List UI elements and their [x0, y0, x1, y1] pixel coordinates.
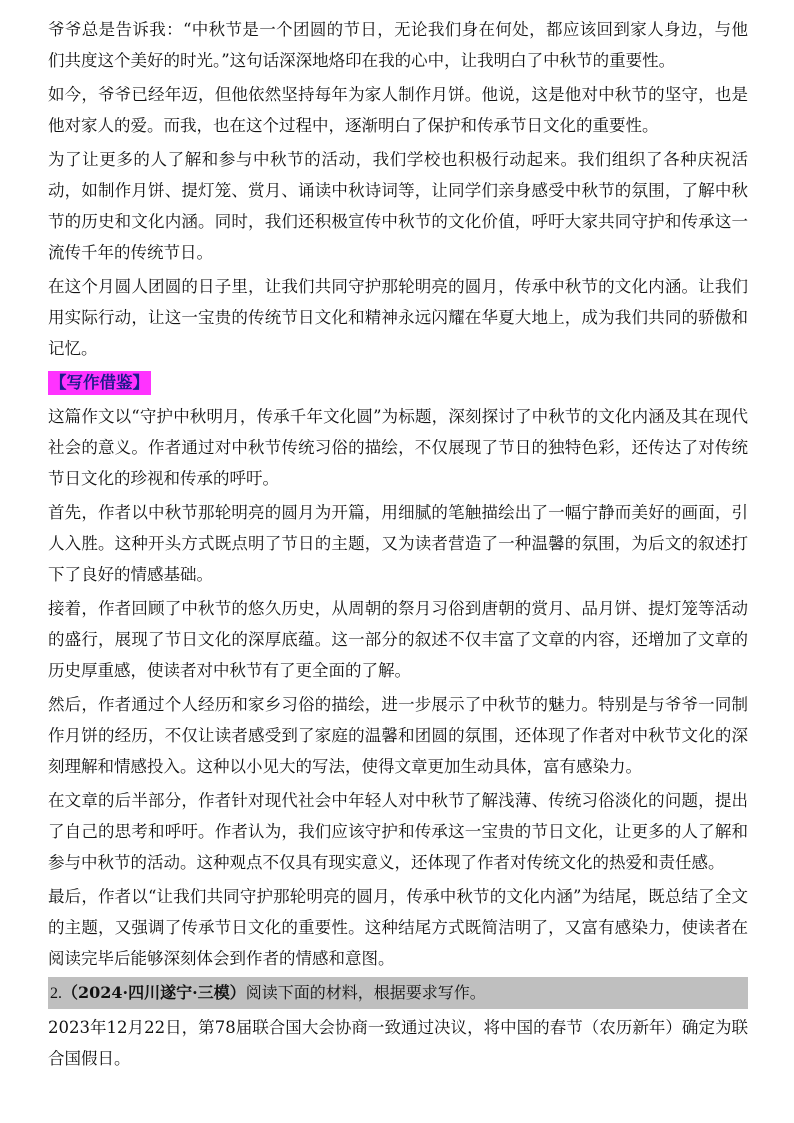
writing-reference-tag: 【写作借鉴】: [48, 371, 151, 395]
question-header: [48, 977, 748, 1009]
question-prompt: 阅读下面的材料，根据要求写作。: [245, 983, 486, 1002]
section-heading: [48, 367, 748, 398]
essay-paragraph: 如今，爷爷已经年迈，但他依然坚持每年为家人制作月饼。他说，这是他对中秋节的坚守，也是他对家人的爱。而我，也在这个过程中，逐渐明白了保护和传承节日文化的重要性。: [48, 85, 748, 135]
review-paragraph: 在文章的后半部分，作者针对现代社会中年轻人对中秋节了解浅薄、传统习俗淡化的问题，提出了自己的思考和呼吁。作者认为，我们应该守护和传承这一宝贵的节日文化，让更多的人了解和参与中秋节的活动。这种观点不仅具有现实意义，还体现了作者对传统文化的热爱和责任感。: [48, 791, 748, 872]
review-paragraph: 首先，作者以中秋节那轮明亮的圆月为开篇，用细腻的笔触描绘出了一幅宁静而美好的画面，引人入胜。这种开头方式既点明了节日的主题，又为读者营造了一种温馨的氛围，为后文的叙述打下了良好的情感基础。: [48, 503, 748, 584]
question-number: 2.: [50, 985, 62, 1002]
essay-paragraph: 在这个月圆人团圆的日子里，让我们共同守护那轮明亮的圆月，传承中秋节的文化内涵。让我们用实际行动，让这一宝贵的传统节日文化和精神永远闪耀在华夏大地上，成为我们共同的骄傲和记忆。: [48, 277, 748, 358]
material-paragraph: 2023年12月22日，第78届联合国大会协商一致通过决议，将中国的春节（农历新年）确定为联合国假日。: [48, 1018, 748, 1068]
document-page: [48, 14, 748, 1077]
review-paragraph: 然后，作者通过个人经历和家乡习俗的描绘，进一步展示了中秋节的魅力。特别是与爷爷一同制作月饼的经历，不仅让读者感受到了家庭的温馨和团圆的氛围，还体现了作者对中秋节文化的深刻理解和情感投入。这种以小见大的写法，使得文章更加生动具体，富有感染力。: [48, 695, 748, 776]
essay-paragraph: 为了让更多的人了解和参与中秋节的活动，我们学校也积极行动起来。我们组织了各种庆祝活动，如制作月饼、提灯笼、赏月、诵读中秋诗词等，让同学们亲身感受中秋节的氛围，了解中秋节的历史和文化内涵。同时，我们还积极宣传中秋节的文化价值，呼吁大家共同守护和传承这一流传千年的传统节日。: [48, 150, 748, 262]
review-paragraph: 这篇作文以“守护中秋明月，传承千年文化圆”为标题，深刻探讨了中秋节的文化内涵及其在现代社会的意义。作者通过对中秋节传统习俗的描绘，不仅展现了节日的独特色彩，还传达了对传统节日文化的珍视和传承的呼吁。: [48, 407, 748, 488]
review-paragraph: 接着，作者回顾了中秋节的悠久历史，从周朝的祭月习俗到唐朝的赏月、品月饼、提灯笼等活动的盛行，展现了节日文化的深厚底蕴。这一部分的叙述不仅丰富了文章的内容，还增加了文章的历史厚重感，使读者对中秋节有了更全面的了解。: [48, 599, 748, 680]
essay-paragraph: 爷爷总是告诉我：“中秋节是一个团圆的节日，无论我们身在何处，都应该回到家人身边，与他们共度这个美好的时光。”这句话深深地烙印在我的心中，让我明白了中秋节的重要性。: [48, 20, 748, 70]
review-paragraph: 最后，作者以“让我们共同守护那轮明亮的圆月，传承中秋节的文化内涵”为结尾，既总结了全文的主题，又强调了传承节日文化的重要性。这种结尾方式既简洁明了，又富有感染力，使读者在阅读完毕后能够深刻体会到作者的情感和意图。: [48, 887, 748, 968]
question-source: （2024·四川遂宁·三模）: [62, 983, 246, 1002]
